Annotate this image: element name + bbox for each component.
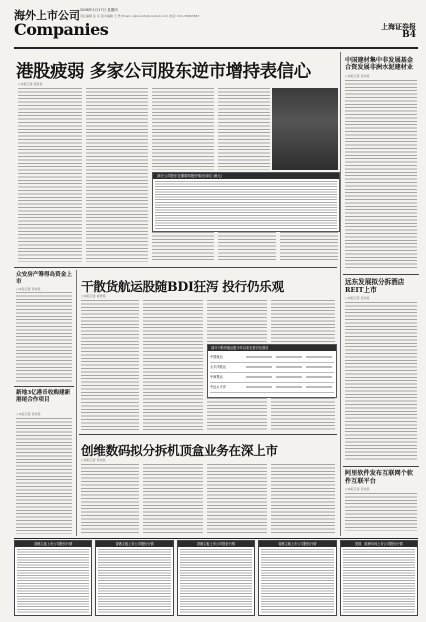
shipping-table-cell xyxy=(306,366,332,368)
right-article3-text xyxy=(345,493,417,531)
right-article1-text xyxy=(345,80,417,270)
shipping-text-col3 xyxy=(207,300,267,342)
lead-text-col4 xyxy=(218,88,270,170)
brief1-byline: ○本报记者 吴伟民 xyxy=(16,287,41,291)
stock-table-body xyxy=(180,549,252,613)
right-divider2 xyxy=(343,466,419,467)
shipping-table-body xyxy=(210,353,334,395)
right-article2-byline: ○本报记者 吴伟民 xyxy=(345,296,370,300)
shipping-table-caption: 部分干散货航运股今年以来走势对比情况 xyxy=(208,345,336,351)
shipping-text-col4b xyxy=(271,398,335,430)
skyworth-text-col3 xyxy=(207,464,267,534)
shipping-table-cell xyxy=(276,376,302,378)
shipping-text-col4 xyxy=(271,300,335,342)
right-article1-title: 中国建材集中非发展基金合资发展非洲水泥建材业 xyxy=(345,57,414,72)
shipping-table-row xyxy=(210,363,334,373)
stock-table xyxy=(258,540,336,616)
masthead xyxy=(14,6,418,38)
column-divider-right xyxy=(340,52,341,536)
stock-table xyxy=(95,540,173,616)
shipping-table-cell xyxy=(276,356,302,358)
shipping-bottom-rule xyxy=(79,434,337,435)
section-title-cn: 海外上市公司 xyxy=(14,9,80,22)
brief1-text xyxy=(16,292,72,382)
tables-top-rule xyxy=(14,538,418,539)
lead-headline: 港股疲弱 多家公司股东逆市增持表信心 xyxy=(16,62,311,82)
stock-table-title: 香港主板上市公司股价行情 xyxy=(259,541,335,547)
lead-photo xyxy=(272,88,338,170)
shipping-table-row xyxy=(210,353,334,363)
brief2-text xyxy=(16,418,72,534)
date-line: 2008年1月17日 星期四 xyxy=(80,8,118,12)
page-number: B4 xyxy=(402,30,416,40)
stock-table-body xyxy=(17,549,89,613)
lead-table-caption: 部分公司股东近期增持股份情况(单位:港元) xyxy=(153,173,339,179)
shipping-table-cell xyxy=(246,366,272,368)
brief1-title: 众安房产筹得岛资金上市 xyxy=(16,272,72,285)
skyworth-byline: ○本报记者 吴伟民 xyxy=(81,458,106,462)
editor-line: 责任编辑 张 亮 美术编辑 王 勇 Email: zqbcoinfo@cnstock.com 电话: 021-38967687 xyxy=(80,14,200,18)
shipping-table-cell xyxy=(306,386,332,388)
shipping-byline: ○本报记者 黄青春 xyxy=(81,294,106,298)
shipping-text-col1 xyxy=(81,300,139,430)
shipping-text-col2 xyxy=(143,300,203,430)
lead-text-col3b xyxy=(152,232,214,262)
shipping-table-company: 中远太平洋 xyxy=(210,385,226,389)
right-article1-byline: ○本报记者 吴伟民 xyxy=(345,74,370,78)
shipping-headline: 干散货航运股随BDI狂泻 投行仍乐观 xyxy=(81,279,284,294)
shipping-table-cell xyxy=(246,356,272,358)
right-article2-title: 远东发展拟分拆酒店REIT上市 xyxy=(345,278,405,294)
paper-name: 上海证券报 xyxy=(381,22,416,31)
skyworth-text-col1 xyxy=(81,464,139,534)
shipping-story xyxy=(79,270,337,432)
lead-text-col5b xyxy=(280,232,338,262)
stock-table xyxy=(14,540,92,616)
shipping-table-cell xyxy=(246,386,272,388)
section-title-en: Companies xyxy=(14,20,109,39)
stock-table-title: 香港主板上市公司股价行情 xyxy=(178,541,254,547)
shipping-table-cell xyxy=(306,356,332,358)
shipping-table-company: 太平洋航运 xyxy=(210,365,226,369)
left-divider xyxy=(14,386,74,387)
stock-table-body xyxy=(261,549,333,613)
shipping-table-row xyxy=(210,383,334,393)
skyworth-text-col4 xyxy=(271,464,335,534)
lead-text-col2 xyxy=(86,88,148,262)
skyworth-story xyxy=(79,436,337,536)
skyworth-headline: 创维数码拟分拆机顶盒业务在深上市 xyxy=(81,443,278,458)
shipping-text-col3b xyxy=(207,398,267,430)
lead-table-body xyxy=(155,181,337,229)
stock-table-title: 香港主板上市公司股价行情 xyxy=(15,541,91,547)
brief2-byline: ○本报记者 吴伟民 xyxy=(16,412,41,416)
right-column xyxy=(343,52,419,536)
lead-text-col1 xyxy=(18,88,82,262)
lead-text-col4b xyxy=(218,232,276,262)
right-divider1 xyxy=(343,274,419,275)
stock-table-body xyxy=(98,549,170,613)
lead-text-col3 xyxy=(152,88,214,170)
shipping-table-cell xyxy=(276,366,302,368)
stock-table-body xyxy=(343,549,415,613)
stock-table xyxy=(177,540,255,616)
shipping-table-cell xyxy=(306,376,332,378)
right-article3-title: 阿里软件发布互联网个软件互联平台 xyxy=(345,470,414,485)
masthead-rule xyxy=(14,47,418,49)
lead-bottom-rule xyxy=(14,267,337,268)
shipping-table-row xyxy=(210,373,334,383)
stock-table-title: 香港主板上市公司股价行情 xyxy=(96,541,172,547)
stock-tables xyxy=(14,540,418,616)
right-article3-byline: ○本报记者 吴伟民 xyxy=(345,487,370,491)
shipping-table-cell xyxy=(276,386,302,388)
lead-story xyxy=(14,52,337,264)
lead-byline: ○本报记者 廖彦昆 xyxy=(18,82,43,86)
shipping-table xyxy=(207,344,337,398)
right-article2-text xyxy=(345,302,417,462)
shipping-table-cell xyxy=(246,376,272,378)
column-divider-left xyxy=(76,270,77,536)
skyworth-text-col2 xyxy=(143,464,203,534)
lead-table xyxy=(152,172,340,232)
stock-table-title: 美国、欧洲市场上市公司股价行情 xyxy=(341,541,417,547)
stock-table xyxy=(340,540,418,616)
shipping-table-company: 中国航运 xyxy=(210,355,223,359)
left-column xyxy=(14,270,74,536)
brief2-title: 新地3亿港币收购建新港尾合作项目 xyxy=(16,390,71,403)
shipping-table-company: 中海集运 xyxy=(210,375,223,379)
